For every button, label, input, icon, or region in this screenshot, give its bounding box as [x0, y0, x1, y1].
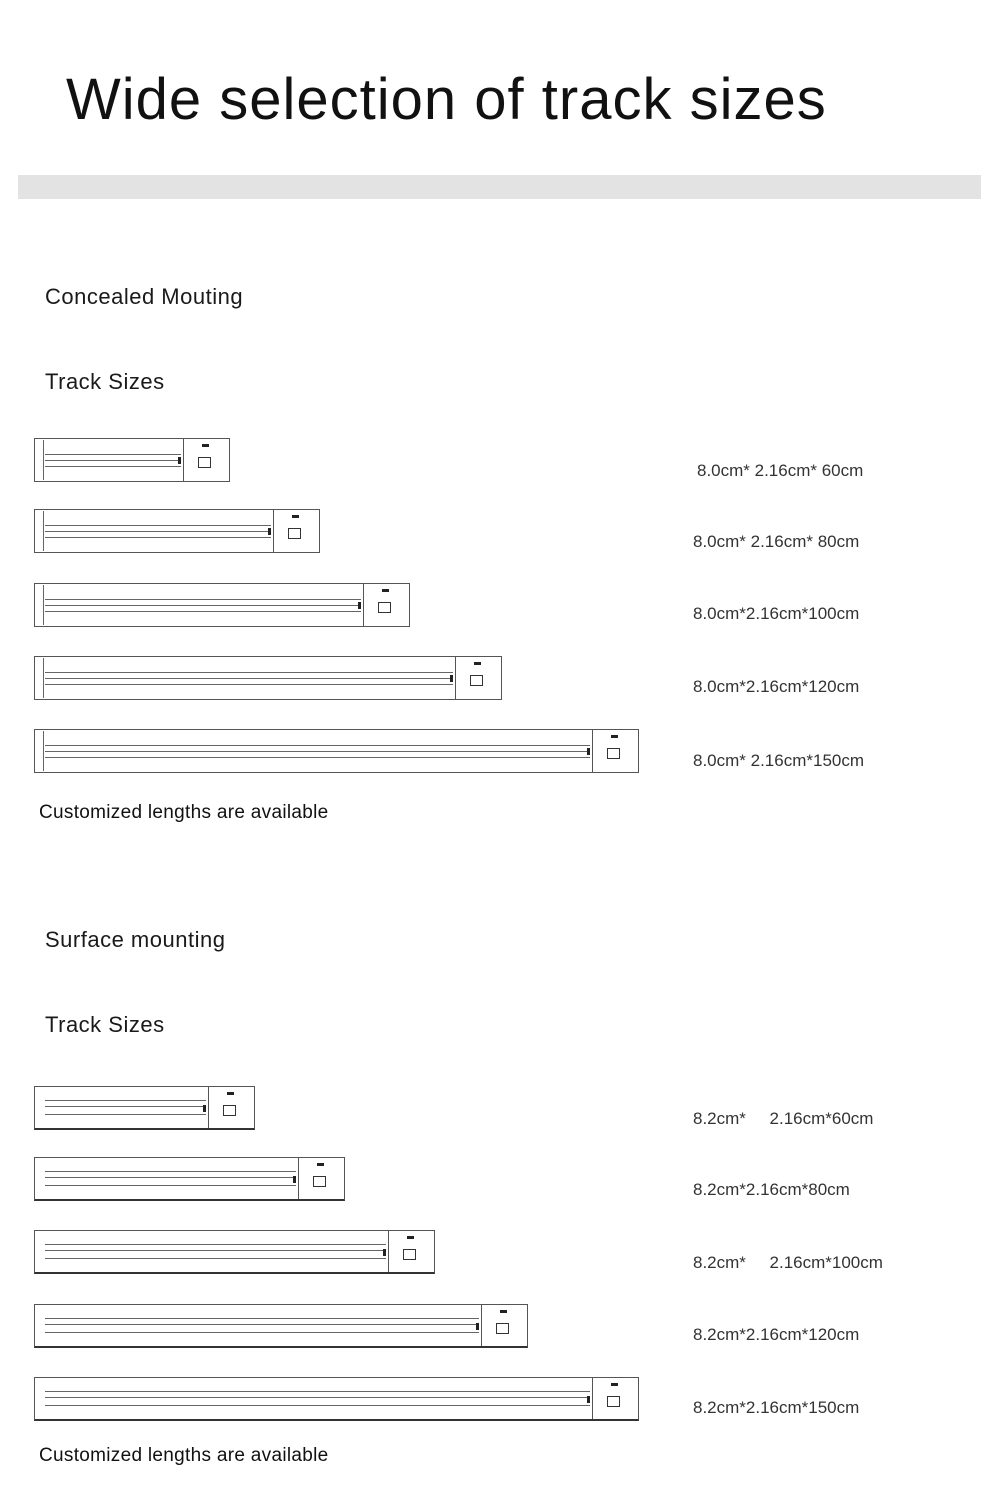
- track-rail-line: [45, 605, 361, 606]
- track-rail-line: [45, 1100, 206, 1101]
- track-stopper: [450, 675, 453, 682]
- motor-button-icon: [378, 602, 391, 613]
- track-rail-line: [45, 684, 453, 685]
- motor-indicator-icon: [292, 515, 299, 518]
- motor-indicator-icon: [317, 1163, 324, 1166]
- motor-housing: [298, 1158, 344, 1199]
- track-rail-line: [45, 611, 361, 612]
- motor-housing: [363, 584, 409, 626]
- track-size-label: 8.0cm* 2.16cm* 60cm: [697, 461, 864, 480]
- track-rail-line: [45, 1324, 479, 1325]
- track-rail-line: [45, 1106, 206, 1107]
- motor-indicator-icon: [611, 735, 618, 738]
- divider-band: [18, 175, 981, 199]
- page-title: Wide selection of track sizes: [66, 67, 827, 132]
- track-diagram: [34, 1230, 435, 1274]
- track-rail-line: [45, 678, 453, 679]
- motor-housing: [481, 1305, 527, 1346]
- motor-button-icon: [607, 1396, 620, 1407]
- track-rail-line: [45, 460, 181, 461]
- track-diagram: [34, 729, 639, 773]
- track-diagram: [34, 1304, 528, 1348]
- track-rail-line: [45, 1405, 590, 1406]
- track-rail-line: [45, 757, 590, 758]
- track-stopper: [293, 1176, 296, 1183]
- track-size-label: 8.0cm* 2.16cm* 80cm: [693, 532, 860, 551]
- motor-button-icon: [313, 1176, 326, 1187]
- track-rail-line: [45, 525, 271, 526]
- motor-indicator-icon: [382, 589, 389, 592]
- track-rail-line: [45, 531, 271, 532]
- track-rail-line: [45, 751, 590, 752]
- track-size-label: 8.2cm*2.16cm*150cm: [693, 1398, 860, 1417]
- track-diagram: [34, 656, 502, 700]
- track-end-cap: [43, 585, 44, 625]
- motor-button-icon: [607, 748, 620, 759]
- track-diagram: [34, 1086, 255, 1130]
- track-rail-line: [45, 1391, 590, 1392]
- track-stopper: [358, 602, 361, 609]
- track-diagram: [34, 1377, 639, 1421]
- track-rail-line: [45, 599, 361, 600]
- concealed-track-sizes-heading: Track Sizes: [45, 369, 165, 394]
- track-stopper: [587, 748, 590, 755]
- surface-heading: Surface mounting: [45, 927, 226, 952]
- track-rail-line: [45, 1250, 386, 1251]
- motor-button-icon: [288, 528, 301, 539]
- track-rail-line: [45, 537, 271, 538]
- track-size-label: 8.2cm*2.16cm*80cm: [693, 1180, 850, 1199]
- track-diagram: [34, 438, 230, 482]
- track-rail-line: [45, 1185, 296, 1186]
- track-rail-line: [45, 745, 590, 746]
- track-stopper: [268, 528, 271, 535]
- track-size-label: 8.2cm*2.16cm*120cm: [693, 1325, 860, 1344]
- surface-track-sizes-heading: Track Sizes: [45, 1012, 165, 1037]
- track-diagram: [34, 1157, 345, 1201]
- track-rail-line: [45, 1332, 479, 1333]
- track-diagram: [34, 509, 320, 553]
- track-diagram: [34, 583, 410, 627]
- track-stopper: [587, 1396, 590, 1403]
- track-rail-line: [45, 1258, 386, 1259]
- track-rail-line: [45, 1177, 296, 1178]
- track-rail-line: [45, 466, 181, 467]
- motor-button-icon: [470, 675, 483, 686]
- track-end-cap: [43, 731, 44, 771]
- motor-button-icon: [496, 1323, 509, 1334]
- surface-custom-note: Customized lengths are available: [39, 1445, 329, 1466]
- motor-indicator-icon: [611, 1383, 618, 1386]
- motor-housing: [273, 510, 319, 552]
- track-end-cap: [43, 440, 44, 480]
- track-size-label: 8.0cm*2.16cm*120cm: [693, 677, 860, 696]
- concealed-custom-note: Customized lengths are available: [39, 802, 329, 823]
- track-rail-line: [45, 454, 181, 455]
- motor-housing: [388, 1231, 434, 1272]
- track-stopper: [178, 457, 181, 464]
- motor-housing: [455, 657, 501, 699]
- track-rail-line: [45, 1244, 386, 1245]
- track-size-label: 8.2cm* 2.16cm*60cm: [693, 1109, 874, 1128]
- track-rail-line: [45, 1114, 206, 1115]
- track-size-label: 8.0cm*2.16cm*100cm: [693, 604, 860, 623]
- motor-indicator-icon: [202, 444, 209, 447]
- track-rail-line: [45, 1318, 479, 1319]
- track-rail-line: [45, 672, 453, 673]
- motor-button-icon: [403, 1249, 416, 1260]
- motor-button-icon: [223, 1105, 236, 1116]
- track-size-label: 8.0cm* 2.16cm*150cm: [693, 751, 865, 770]
- track-stopper: [476, 1323, 479, 1330]
- track-rail-line: [45, 1397, 590, 1398]
- motor-housing: [183, 439, 229, 481]
- track-stopper: [203, 1105, 206, 1112]
- motor-housing: [592, 730, 638, 772]
- track-stopper: [383, 1249, 386, 1256]
- track-size-label: 8.2cm* 2.16cm*100cm: [693, 1253, 883, 1272]
- motor-indicator-icon: [407, 1236, 414, 1239]
- concealed-heading: Concealed Mouting: [45, 284, 244, 309]
- track-end-cap: [43, 511, 44, 551]
- track-end-cap: [43, 658, 44, 698]
- motor-indicator-icon: [227, 1092, 234, 1095]
- motor-indicator-icon: [500, 1310, 507, 1313]
- motor-housing: [592, 1378, 638, 1419]
- motor-button-icon: [198, 457, 211, 468]
- motor-indicator-icon: [474, 662, 481, 665]
- motor-housing: [208, 1087, 254, 1128]
- track-rail-line: [45, 1171, 296, 1172]
